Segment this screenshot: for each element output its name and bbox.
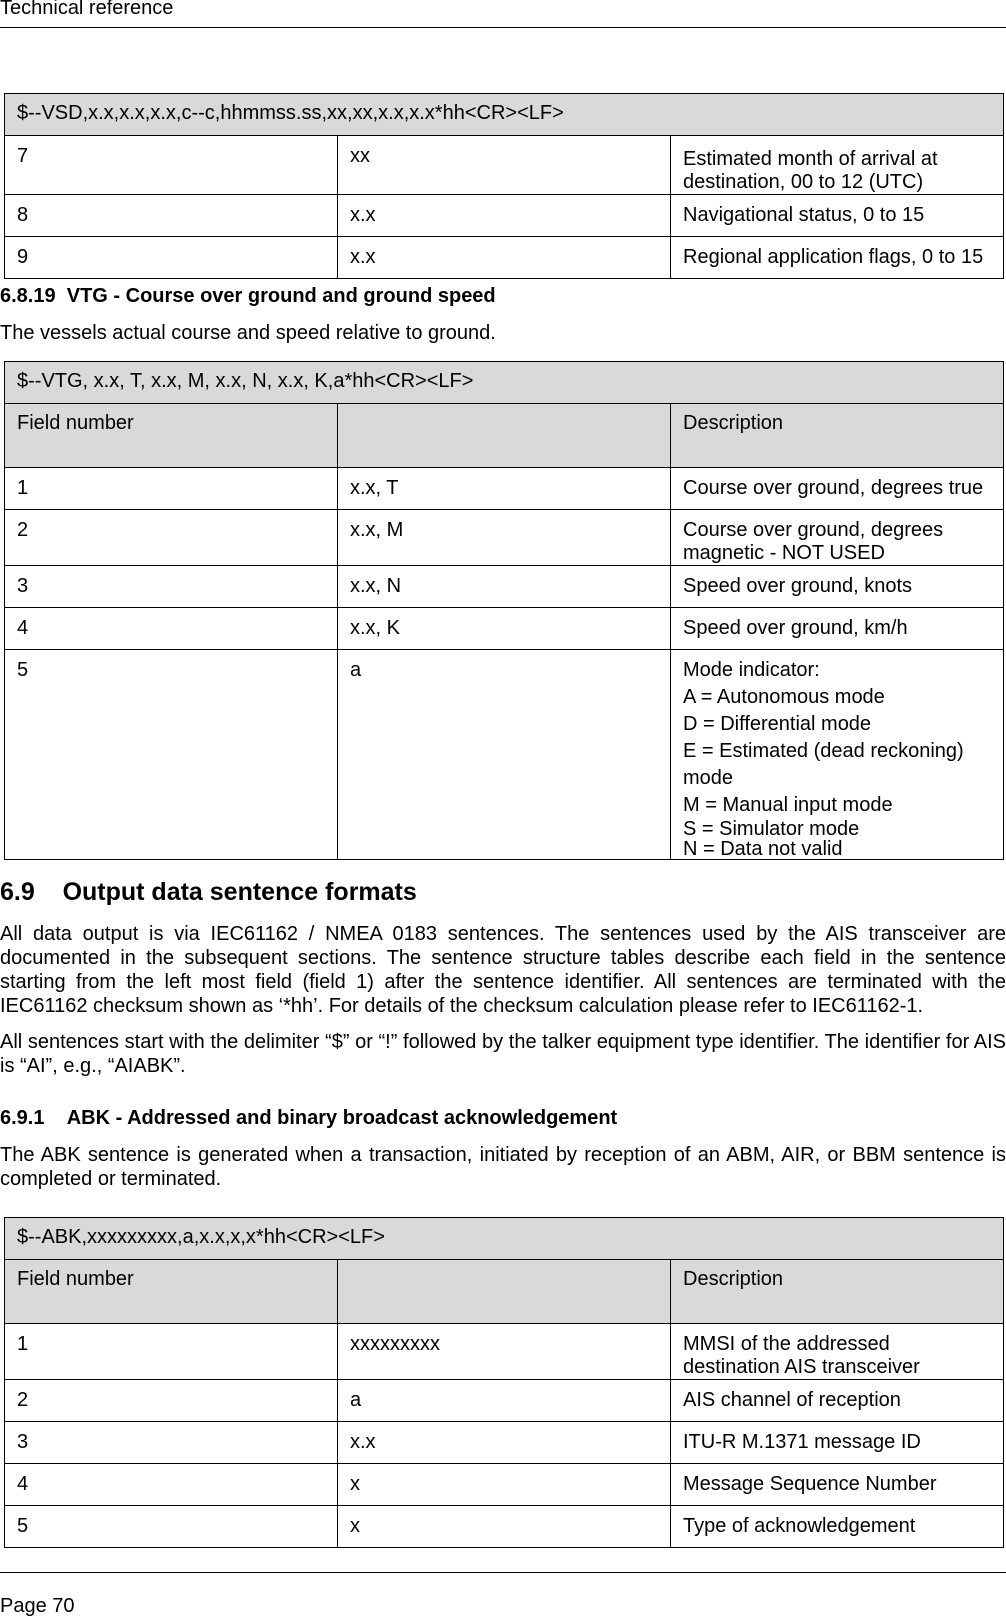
mode-option: A = Autonomous mode: [683, 686, 885, 708]
field-description: Type of acknowledgement: [671, 1506, 1004, 1548]
field-description: Regional application flags, 0 to 15: [671, 237, 1004, 279]
table-row: [5, 468, 1004, 510]
abk-syntax: $--ABK,xxxxxxxxx,a,x.x,x,x*hh<CR><LF>: [5, 1218, 1004, 1260]
section-heading-abk: [0, 1107, 617, 1130]
table-row: [5, 1422, 1004, 1464]
field-format: x.x, T: [338, 468, 671, 510]
column-header-format: [338, 404, 671, 468]
field-description: Navigational status, 0 to 15: [671, 195, 1004, 237]
table-row: [5, 510, 1004, 566]
field-format: x.x: [338, 237, 671, 279]
field-format: x.x: [338, 195, 671, 237]
section-heading-vtg: [0, 285, 496, 308]
field-number: 5: [5, 650, 338, 860]
field-description: Course over ground, degrees true: [671, 468, 1004, 510]
field-number: 1: [5, 468, 338, 510]
field-format: x: [338, 1506, 671, 1548]
field-description: MMSI of the addressed destination AIS transceiver: [671, 1324, 1004, 1380]
field-format: x.x, K: [338, 608, 671, 650]
field-format: xxxxxxxxx: [338, 1324, 671, 1380]
page-number: Page 70: [0, 1595, 75, 1617]
field-description: Estimated month of arrival at destination, 00 to 12 (UTC): [671, 136, 1004, 195]
header-title: Technical reference: [0, 0, 174, 19]
table-row: [5, 1380, 1004, 1422]
mode-option: N = Data not valid: [683, 838, 843, 860]
vtg-intro: The vessels actual course and speed relative to ground.: [0, 322, 496, 344]
table-syntax-row: [5, 94, 1004, 136]
vsd-table: [4, 93, 1004, 279]
abk-intro: The ABK sentence is generated when a transaction, initiated by reception of an ABM, AIR, or BBM sentence is completed or terminated.: [0, 1144, 1006, 1190]
field-description: Speed over ground, km/h: [671, 608, 1004, 650]
section-title: VTG - Course over ground and ground speed: [66, 285, 496, 307]
field-number: 4: [5, 1464, 338, 1506]
field-number: 9: [5, 237, 338, 279]
field-description: Speed over ground, knots: [671, 566, 1004, 608]
mode-option: S = Simulator mode: [683, 818, 860, 840]
section-heading-output: [0, 878, 417, 907]
column-header-format: [338, 1260, 671, 1324]
table-header-row: [5, 404, 1004, 468]
field-format: xx: [338, 136, 671, 195]
field-number: 1: [5, 1324, 338, 1380]
table-row: [5, 1324, 1004, 1380]
page-footer: [0, 1572, 1006, 1617]
section-number: 6.9: [0, 878, 35, 906]
table-syntax-row: [5, 362, 1004, 404]
field-format: a: [338, 650, 671, 860]
section-title: ABK - Addressed and binary broadcast acknowledgement: [66, 1107, 618, 1129]
field-number: 3: [5, 1422, 338, 1464]
table-row: [5, 608, 1004, 650]
field-format: x.x, N: [338, 566, 671, 608]
table-row: [5, 136, 1004, 195]
field-format: x.x: [338, 1422, 671, 1464]
table-row: [5, 195, 1004, 237]
field-number: 2: [5, 510, 338, 566]
field-number: 3: [5, 566, 338, 608]
section-number: 6.8.19: [0, 285, 56, 307]
field-description: ITU-R M.1371 message ID: [671, 1422, 1004, 1464]
vsd-syntax: $--VSD,x.x,x.x,x.x,c--c,hhmmss.ss,xx,xx,x.x,x.x*hh<CR><LF>: [5, 94, 1004, 136]
column-header-description: Description: [671, 1260, 1004, 1324]
section-title: Output data sentence formats: [62, 878, 417, 906]
output-paragraph-2: All sentences start with the delimiter “$” or “!” followed by the talker equipment type identifier. The identifier for AIS is “AI”, e.g., “AIABK”.: [0, 1031, 1006, 1077]
table-row: [5, 566, 1004, 608]
column-header-description: Description: [671, 404, 1004, 468]
table-row: [5, 237, 1004, 279]
field-number: 5: [5, 1506, 338, 1548]
section-number: 6.9.1: [0, 1107, 45, 1129]
table-syntax-row: [5, 1218, 1004, 1260]
table-header-row: [5, 1260, 1004, 1324]
mode-option: M = Manual input mode: [683, 794, 893, 816]
vtg-table: [4, 361, 1004, 860]
column-header-field: Field number: [5, 1260, 338, 1324]
output-paragraph-1: All data output is via IEC61162 / NMEA 0183 sentences. The sentences used by the AIS transceiver are documented in the subsequent sections. The sentence structure tables describe each field in the sentence starting from the left most field (field 1) after the sentence identifier. All sentences are terminated with the IEC61162 checksum shown as ‘*hh’. For details of the checksum calculation please refer to IEC61162-1.: [0, 923, 1006, 1017]
table-row: [5, 1464, 1004, 1506]
field-description: Course over ground, degrees magnetic - NOT USED: [671, 510, 1004, 566]
table-row-mode-indicator: [5, 650, 1004, 860]
field-number: 2: [5, 1380, 338, 1422]
field-description: AIS channel of reception: [671, 1380, 1004, 1422]
vtg-syntax: $--VTG, x.x, T, x.x, M, x.x, N, x.x, K,a*hh<CR><LF>: [5, 362, 1004, 404]
field-format: a: [338, 1380, 671, 1422]
field-format: x: [338, 1464, 671, 1506]
field-number: 4: [5, 608, 338, 650]
column-header-field: Field number: [5, 404, 338, 468]
mode-option: D = Differential mode: [683, 713, 872, 735]
field-number: 7: [5, 136, 338, 195]
field-description: Message Sequence Number: [671, 1464, 1004, 1506]
field-format: x.x, M: [338, 510, 671, 566]
page-header: [0, 0, 1006, 28]
mode-indicator-label: Mode indicator:: [683, 659, 820, 681]
abk-table: [4, 1217, 1004, 1548]
table-row: [5, 1506, 1004, 1548]
field-number: 8: [5, 195, 338, 237]
field-description: [671, 650, 1004, 860]
mode-option: E = Estimated (dead reckoning) mode: [683, 740, 964, 789]
